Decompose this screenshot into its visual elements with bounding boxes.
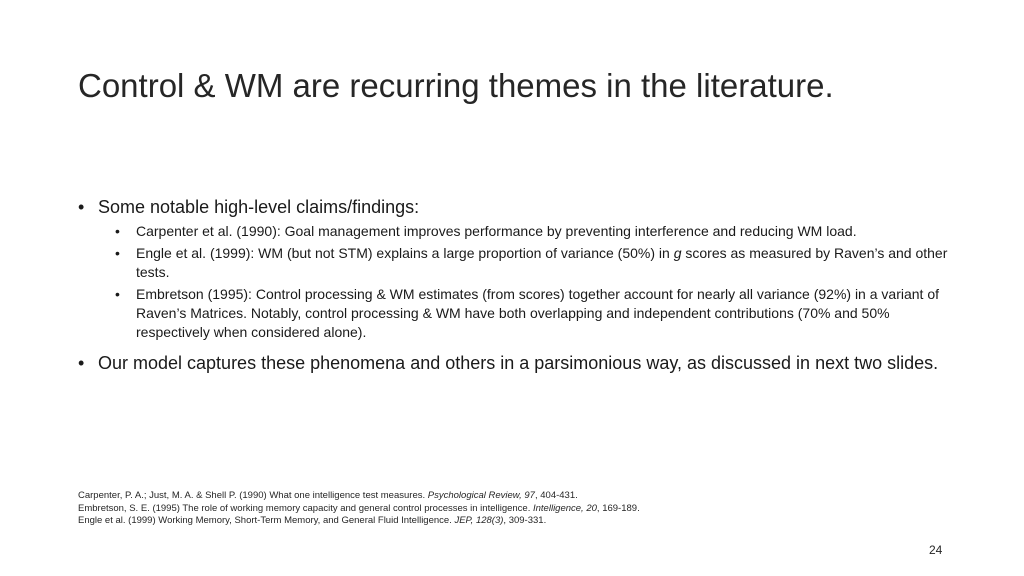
reference-journal: JEP, 128(3) <box>454 515 504 527</box>
sub-bullet-embretson <box>78 285 958 342</box>
reference-journal: Intelligence, 20 <box>533 502 597 514</box>
bullet-marker: • <box>78 197 85 217</box>
reference-text: Carpenter, P. A.; Just, M. A. & Shell P. (1990) What one intelligence test measures. <box>78 490 428 501</box>
bullet-text: Our model captures these phenomena and others in a parsimonious way, as discussed in next two slides. <box>98 353 939 373</box>
reference-pages: , 309-331. <box>503 515 547 527</box>
reference-text: Embretson, S. E. (1995) The role of working memory capacity and general control processes in intelligence. <box>78 502 533 514</box>
bullet-marker: • <box>115 245 120 261</box>
reference-pages: , 169-189. <box>596 502 640 514</box>
sub-bullet-list <box>78 222 958 342</box>
slide-title: Control & WM are recurring themes in the literature. <box>78 67 834 104</box>
sub-bullet-text-start: Engle et al. (1999): WM (but not STM) explains a large proportion of variance (50%) in <box>136 245 674 261</box>
sub-bullet-engle <box>78 244 958 282</box>
references <box>78 490 640 528</box>
reference-journal: Psychological Review, 97 <box>427 490 535 501</box>
reference-item <box>78 503 640 516</box>
page-number: 24 <box>929 543 943 557</box>
bullet-marker: • <box>115 223 120 239</box>
sub-bullet-carpenter <box>78 222 958 241</box>
reference-item <box>78 515 640 528</box>
reference-item <box>78 490 640 503</box>
reference-text: Engle et al. (1999) Working Memory, Short-Term Memory, and General Fluid Intelligence. <box>78 515 455 527</box>
sub-bullet-text-end: scores as measured by Raven’s and other tests. <box>136 245 948 280</box>
sub-bullet-text: Carpenter et al. (1990): Goal management improves performance by preventing interference and reducing WM load. <box>136 223 857 239</box>
slide-body <box>78 196 958 374</box>
bullet-marker: • <box>115 286 120 302</box>
italic-g: g <box>673 245 682 261</box>
bullet-marker: • <box>78 353 85 373</box>
bullet-level1-findings <box>78 196 958 218</box>
sub-bullet-text: Embretson (1995): Control processing & WM estimates (from scores) together account for nearly all variance (92%) in a variant of Raven’s Matrices. Notably, control processing & WM have both overlapping and independent contributions (70% and 50% respectively when considered alone). <box>136 286 939 340</box>
bullet-text: Some notable high-level claims/findings: <box>98 197 420 217</box>
bullet-level1-model <box>78 352 958 374</box>
reference-pages: , 404-431. <box>534 490 578 501</box>
